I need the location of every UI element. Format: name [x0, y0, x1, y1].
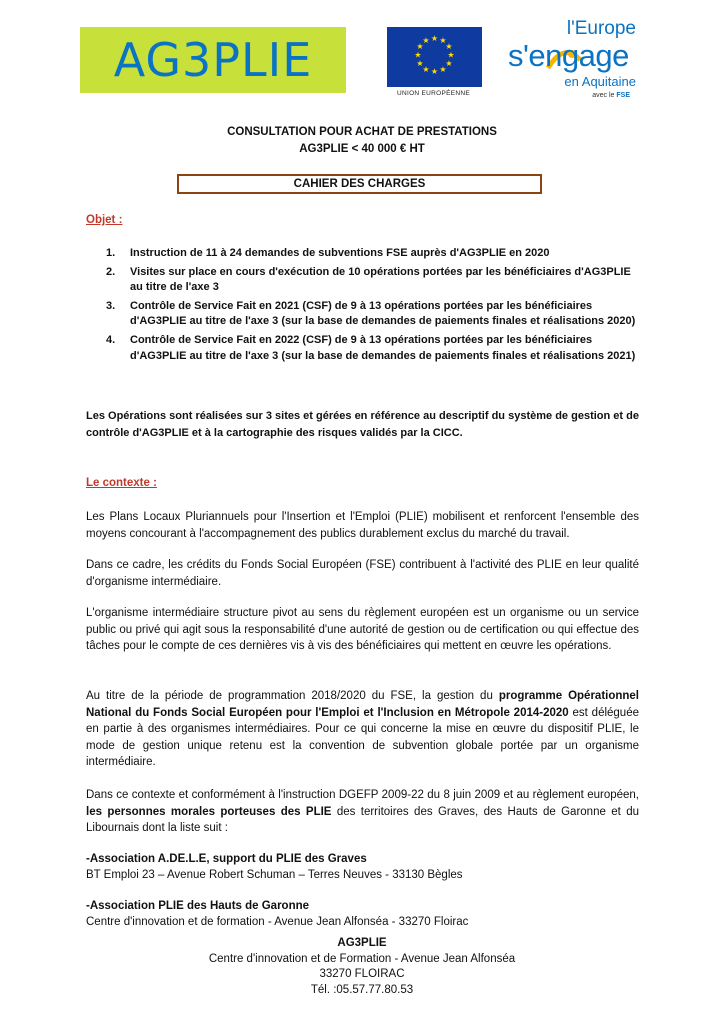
svg-text:★: ★ — [416, 59, 424, 68]
engage-fse-text: avec le FSE — [592, 92, 630, 99]
consultation-title: CONSULTATION POUR ACHAT DE PRESTATIONS — [227, 126, 497, 138]
ag3plie-logo-text: AG3PLIE — [113, 33, 313, 87]
svg-text:★: ★ — [445, 42, 453, 51]
association-2-address: Centre d'innovation et de formation - Avenue Jean Alfonséa - 33270 Floirac — [86, 916, 469, 928]
engage-main-text: s'engage — [508, 38, 629, 73]
svg-text:★: ★ — [439, 36, 447, 45]
svg-text:★: ★ — [416, 42, 424, 51]
eu-stars-icon — [388, 28, 481, 86]
list-item: 1. Instruction de 11 à 24 demandes de subventions FSE auprès d'AG3PLIE en 2020 — [106, 247, 550, 259]
association-2-name: -Association PLIE des Hauts de Garonne — [86, 900, 310, 912]
contexte-paragraph-4: Au titre de la période de programmation 2018/2020 du FSE, la gestion du programme Opérationnel National du Fonds Social Européen pour l'Emploi et l'Inclusion en Métropole 2014-2020 est déléguée en partie à des organismes intermédiaires. Pour ce qui concerne la mise en œuvre du dispositif PLIE, le mode de gestion unique retenu est la convention de subvention globale portée par un organisme intermédiaire. — [86, 690, 640, 768]
eu-logo — [387, 27, 480, 97]
contexte-paragraph-1: Les Plans Locaux Pluriannuels pour l'Insertion et l'Emploi (PLIE) mobilisent et renforcent l'ensemble des moyens concourant à l'accompagnement des publics durablement exclus du marché du travail. — [86, 511, 639, 540]
svg-text:★: ★ — [430, 67, 439, 76]
contexte-paragraph-5: Dans ce contexte et conformément à l'instruction DGEFP 2009-22 du 8 juin 2009 et au règlement européen, les personnes morales porteuses des PLIE des territoires des Graves, des Hauts de Garonne et du Libournais dont la liste suit : — [86, 789, 639, 834]
svg-text:★: ★ — [439, 65, 447, 74]
eu-caption: UNION EUROPÉENNE — [396, 90, 471, 97]
objet-list — [106, 246, 636, 367]
svg-text:★: ★ — [414, 50, 422, 60]
page-footer — [0, 936, 724, 998]
footer-address-line: Centre d'innovation et de Formation - Avenue Jean Alfonséa — [208, 952, 516, 965]
operations-summary: Les Opérations sont réalisées sur 3 sites et gérées en référence au descriptif du système de gestion et de contrôle d'AG3PLIE et à la cartographie des risques validés par la CICC. — [86, 410, 639, 439]
engage-region-text: en Aquitaine — [564, 74, 636, 89]
footer-phone: Tél. :05.57.77.80.53 — [310, 983, 414, 996]
footer-city: 33270 FLOIRAC — [319, 968, 405, 980]
contexte-heading: Le contexte : — [86, 477, 157, 489]
footer-org-name: AG3PLIE — [337, 937, 387, 949]
svg-text:★: ★ — [445, 59, 453, 68]
association-1-address: BT Emploi 23 – Avenue Robert Schuman – Terres Neuves - 33130 Bègles — [86, 869, 463, 881]
svg-text:★: ★ — [447, 50, 455, 60]
svg-text:★: ★ — [422, 36, 430, 45]
contexte-paragraph-2: Dans ce cadre, les crédits du Fonds Social Européen (FSE) contribuent à l'activité des PLIE en leur qualité d'organisme intermédiaire. — [86, 559, 639, 588]
objet-heading: Objet : — [86, 214, 123, 226]
eu-flag-icon — [387, 27, 482, 87]
svg-text:★: ★ — [422, 65, 430, 74]
list-item: 2. Visites sur place en cours d'exécution de 10 opérations portées par les bénéficiaires d'AG3PLIE au titre de l'axe 3 — [106, 265, 631, 294]
association-1-name: -Association A.DE.L.E, support du PLIE des Graves — [86, 853, 367, 865]
engage-top-text: l'Europe — [566, 18, 636, 39]
europe-engage-logo — [508, 18, 648, 106]
list-item: 3. Contrôle de Service Fait en 2021 (CSF) de 9 à 13 opérations portées par les bénéficiaires d'AG3PLIE au titre de l'axe 3 (sur la base de demandes de paiements finales et réalisations 2020) — [106, 299, 636, 328]
list-item: 4. Contrôle de Service Fait en 2022 (CSF) de 9 à 13 opérations portées par les bénéficiaires d'AG3PLIE au titre de l'axe 3 (sur la base de demandes de paiements finales et réalisations 2021) — [106, 333, 636, 362]
svg-text:★: ★ — [430, 34, 439, 43]
consultation-subtitle: AG3PLIE < 40 000 € HT — [299, 143, 425, 155]
contexte-paragraph-3: L'organisme intermédiaire structure pivot au sens du règlement européen est un organisme ou un service public ou privé qui agit sous la responsabilité d'une autorité de gestion ou de certification ou qui effectue des tâches pour le compte de ces dernières vis à vis des bénéficiaires qui mettent en œuvre les opérations. — [86, 607, 639, 652]
ag3plie-logo — [80, 27, 346, 93]
cahier-des-charges-box: CAHIER DES CHARGES — [177, 174, 542, 194]
